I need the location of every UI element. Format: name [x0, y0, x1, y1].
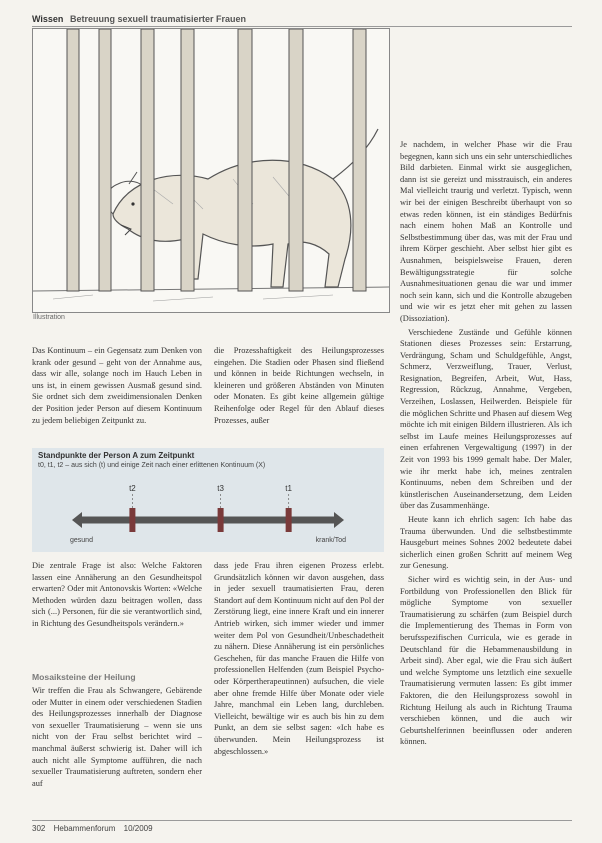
column-left-bottom: [32, 560, 202, 668]
header-title: Betreuung sexuell traumatisierter Frauen: [69, 14, 247, 24]
continuum-diagram: [32, 448, 384, 552]
page-footer: [32, 820, 572, 833]
marker-label: t3: [217, 484, 224, 493]
continuum-figure-box: [32, 448, 384, 552]
paragraph: Sicher wird es wichtig sein, in der Aus- und Fortbildung von Professionellen den Blick für mögliche Symptome von sexueller Traumatisierung zu schärfen (zum Beispiel durch die Implementierung des Themas in Form von berufsspezifischen Curricula, wie es gerade in Deutschland für die Hebammenausbildung in Arbeit sind). Aber egal, wie die Frau sich äußert und welche Symptome uns letztlich eine sexuelle Traumatisierung vermuten lassen: Es gibt immer Faktoren, die den Heilungsprozess sowohl in Richtung Heilung als auch in Richtung Trauma verschieben können, und die auch wir Geburtshelferinnen beeinflussen oder anderen können.: [400, 574, 572, 747]
paragraph: Verschiedene Zustände und Gefühle können Stationen dieses Prozesses sein: Erstarrung, Verdrängung, Scham und Schuldgefühle, Angst, Schmerz, Verzweiflung, Trauer, Verlust, Resignation, Begreifen, Arbeit, Wut, Hass, Regression, Rückzug, Annahme, Vergeben, Verzeihen, Loslassen, Heilwerden. Beispiele für die möglichen Schritte und Phasen auf diesem Weg möchte ich mit einigen Bildern illustrieren. Als ich selbst im Laufe meines Heilungsprozesses auf einen erfahrenen Vergewaltigung (1997) in der Zeit von 1993 bis 1999 gemalt habe. Der Maler, wie ihr merkt habe ich, meines zentralen Kontinuums, neben dem Schreiben und der künstlerischen Auseinandersetzung, dem Leiden über das Zusammenhänge.: [400, 327, 572, 511]
paragraph: die Prozesshaftigkeit des Heilungsprozesses eingehen. Die Stadien oder Phasen sind fließend und können in beide Richtungen wechseln, in kleineren und größeren Abständen von Minuten oder Monaten. Es gibt keine allgemein gültige Reihenfolge oder Regel für den Ablauf dieses Prozesses, außer: [214, 346, 384, 425]
paragraph: Die zentrale Frage ist also: Welche Faktoren lassen eine Annäherung an den Gesundheitspol erwarten? Oder mit Antonovskis Worten: «Welche Methoden würden dazu beitragen wollen, dass sich (...) Personen, für die sie verantwortlich sind, in Richtung des Gesundheitspols verändern.»: [32, 561, 202, 628]
figure-subtitle: t0, t1, t2 – aus sich (t) und einige Zeit nach einer erlittenen Kontinuum (X): [38, 462, 266, 469]
figure-title: Standpunkte der Person A zum Zeitpunkt: [38, 451, 195, 460]
marker-label: t2: [129, 484, 136, 493]
paragraph: Je nachdem, in welcher Phase wir die Frau begegnen, kann sich uns ein sehr unterschiedliches Bild darbieten. Einmal wirkt sie ausgeglichen, dann ist sie gereizt und misstrauisch, ein anderes Mal vielleicht traurig und verletzt. Typisch, wenn wir bei der einigen Beschreibt überhaupt von so etwas reden können, ist ein ständiges Bedürfnis nach einem hohen Maß an Kontrolle und Selbstbestimmung über das, was mit der Frau und ihrem Körper geschieht. Aber selbst hier gibt es Ausnahmen, beispielsweise Frauen, deren Bewältigungsstrategie für solche Ausnahmesituationen genau die war und immer noch sein kann, sich und die Kontrolle abzugeben und wie wir es jetzt eher mit gehen zu lassen (Dissoziation).: [400, 140, 572, 323]
column-middle-bottom: [214, 560, 384, 810]
illustration-caption: Illustration: [33, 314, 65, 321]
running-header: [32, 14, 572, 27]
pole-krank-label: krank/Tod: [315, 537, 346, 544]
continuum-marker: [129, 508, 135, 532]
continuum-marker: [218, 508, 224, 532]
pole-gesund-label: gesund: [70, 537, 93, 544]
page-number: 302: [32, 824, 46, 833]
subheading: Mosaiksteine der Heilung: [32, 672, 136, 682]
column-middle-top: [214, 345, 384, 440]
section-label: Wissen: [32, 14, 64, 24]
column-right: [400, 139, 572, 811]
lion-cage-illustration: [32, 28, 390, 313]
left-arrow-icon: [72, 512, 82, 528]
marker-layer: [129, 484, 292, 532]
marker-label: t1: [285, 484, 292, 493]
paragraph: Heute kann ich ehrlich sagen: Ich habe das Trauma überwunden. Und die selbstbestimmte Hausgeburt meines Sohnes 2002 bedeutete dabei sicherlich einen großen Schritt auf meinem Weg zur Genesung.: [400, 515, 572, 571]
paragraph: dass jede Frau ihren eigenen Prozess erlebt. Grundsätzlich können wir davon ausgehen, dass in jeder sexuell traumatisierten Frau, deren Standort auf dem Kontinuum nicht auf den Pol der Zerstörung liegt, eine innere Kraft und ein innerer Antrieb wirken, sich immer wieder und immer weiter dem Pol von Gesundheit/Unbeschadetheit zu nähern. Diese Annäherung ist ein persönliches Geschehen, für das manche Frauen die Hilfe von professionellen Helfenden (zum Beispiel Psycho- oder Körpertherapeutinnen) aufsuchen, die viele aber ohne fremde Hilfe über Monate oder viele Jahre, manchmal ein Leben lang, durchleben. Vielleicht, bewältige wir es auch bis hin zu dem Punkt, an dem sie selbst sagen: «Ich habe es überwunden. Mein Heilungsprozess ist abgeschlossen.»: [214, 561, 384, 756]
paragraph: Wir treffen die Frau als Schwangere, Gebärende oder Mutter in einem oder verschiedenen Stadien des Heilungsprozesses innerhalb der Diagnose von sexueller Traumatisierung – wenn sie uns nicht von der Frau selbst berichtet wird – manchmal äußerst schwierig ist. Daher will ich auch nicht alle Symptome aufführen, die nach sexueller Traumatisierung auftreten, sondern eher auf: [32, 686, 202, 788]
column-left-bottom-2: [32, 685, 202, 810]
illustration-drawing: [33, 29, 389, 312]
paragraph: Das Kontinuum – ein Gegensatz zum Denken von krank oder gesund – geht von der Annahme aus, dass wir alle, solange noch im Hauch Leben in uns ist, in einem gewissen Ausmaß gesund sind. Sie ordnet sich dem zweidimensionalen Denken der Position jeder Person auf diesem Kontinuum zu jedem beliebigen Zeitpunkt zu.: [32, 346, 202, 425]
journal-name: Hebammenforum: [53, 824, 116, 833]
issue-label: 10/2009: [123, 824, 153, 833]
continuum-marker: [286, 508, 292, 532]
column-left-top: [32, 345, 202, 440]
right-arrow-icon: [334, 512, 344, 528]
